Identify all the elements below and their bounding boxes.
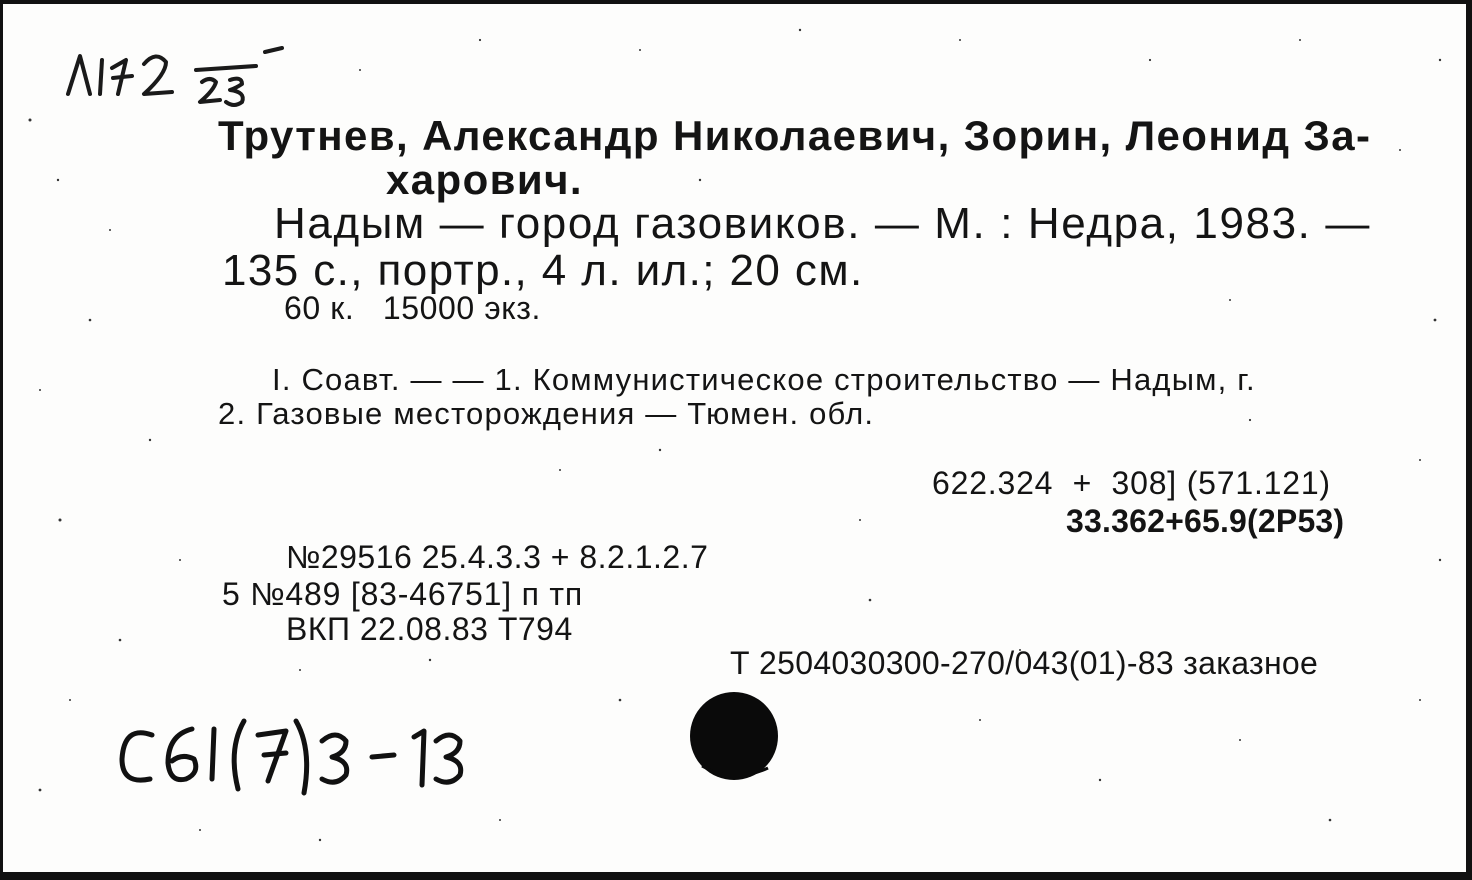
subject-headings-line2: 2. Газовые месторождения — Тюмен. обл.	[218, 396, 875, 431]
handwritten-shelf-mark	[60, 40, 290, 120]
classification-index-line2: 33.362+65.9(2Р53)	[1066, 503, 1345, 539]
handwritten-call-number	[110, 705, 490, 815]
price-print-run: 60 к. 15000 экз.	[284, 290, 541, 326]
title-imprint-line1: Надым — город газовиков. — М. : Недра, 1983. —	[274, 199, 1371, 248]
subject-headings-line1: I. Соавт. — — 1. Коммунистическое строительство — Надым, г.	[272, 362, 1256, 397]
classification-index-line1: 622.324 + 308] (571.121)	[932, 465, 1331, 501]
title-imprint-line2: 135 с., портр., 4 л. ил.; 20 см.	[222, 246, 864, 295]
punch-hole	[688, 692, 784, 788]
registration-line2: 5 №489 [83-46751] п тп	[222, 576, 584, 612]
order-code-line: Т 2504030300-270/043(01)-83 заказное	[730, 645, 1319, 681]
author-heading-line2: харович.	[386, 156, 583, 203]
registration-line3: ВКП 22.08.83 Т794	[286, 611, 573, 647]
registration-line1: №29516 25.4.3.3 + 8.2.1.2.7	[286, 539, 709, 575]
author-heading-line1: Трутнев, Александр Николаевич, Зорин, Леонид За-	[218, 112, 1372, 159]
